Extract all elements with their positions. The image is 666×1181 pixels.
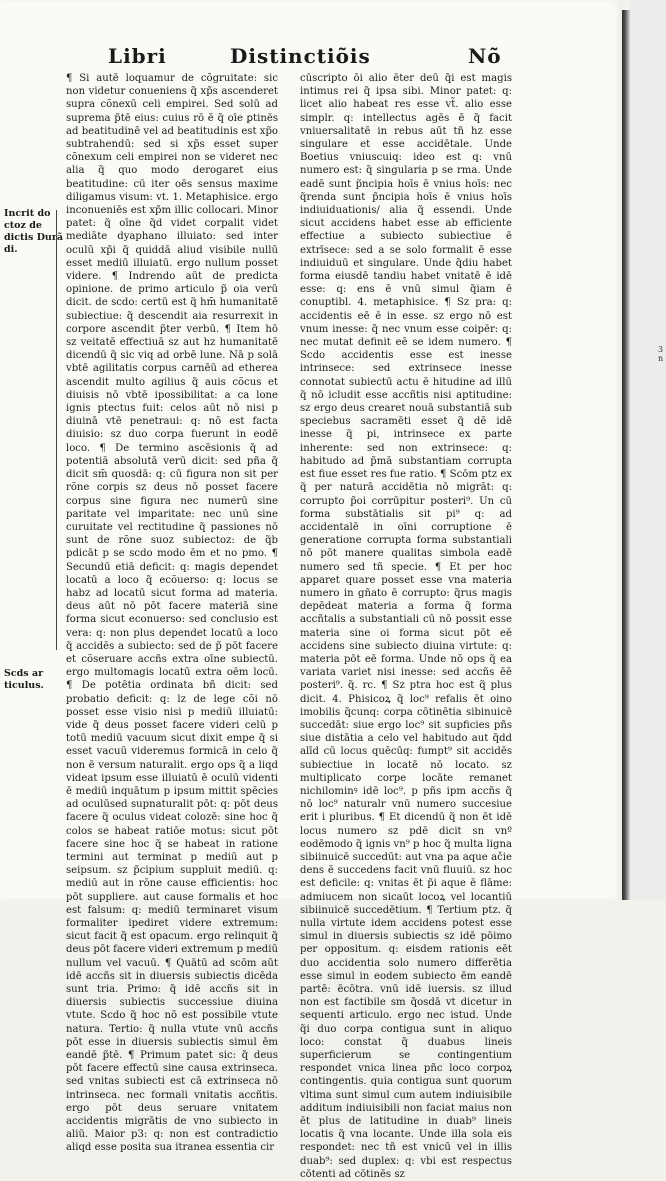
running-head-middle: Distinctiõis [230,44,371,68]
margin-note-1: Incrit do ctoz de dictis Durã di. [4,208,63,255]
page-edge [622,10,630,900]
margin-note-2: Scds ar ticulus. [4,668,44,691]
facing-page-marks: 3 n [658,345,664,363]
facing-page-edge [630,0,666,900]
text-column-right [300,72,512,1180]
running-head-left: Libri [108,44,167,68]
margin-bracket [56,210,63,650]
column-text: cūscripto ōi alio ēter deū q̃i est magis intimus rei q̃ ipsa sibi. Minor patet: q: licet alio habeat res esse vt̃. alio esse simplr. q: intellectus agēs ē q̃ facit vniuersalitatē in rebus aūt tñ hz esse singulare et esse accidētale. Unde Boetius vniuscuiq: ideo est q: vnū numero est: q̃ singularia p se rma. Unde eadē sunt p̃ncipia hoīs ē vnius hoīs: nec q̃renda sunt p̃ncipia hoīs ē vnius hoīs indiuiduationis/ alia q̃ essendi. Unde sicut accidens habet esse ab efficiente effectiue a subiecto subiectiue ē extrīsece: sed a se solo formalit ē esse indiuiduū et singulare. Unde q̃diu habet forma eiusdē tandiu habet vnitatē ē idē esse: q: ens ē vnū simul q̃iam ē conuptibl. 4. metaphisice. ¶ Sz pra: q: accidentis eē ē in esse. sz ergo nō est vnum inesse: q̃ nec vnum esse coipēr: q: nec mutat definit eē se idem numero. ¶ Scdo accidentis esse est inesse intrinsece: sed extrinsece inesse connotat subiectū actu ē hitudine ad illū q̃ nō icludit esse accñtis nisi aptitudine: sz ergo deus crearet nouā substantiā sub speciebus sacramēti esset q̃ dē idē inesse q̃ pi, intrinsece ex parte inherente: sed non extrinsece: q: habitudo ad p̃mā substantiam corrupta est fiue esset res fue ratio. ¶ Scōm ptz ex q̃ per naturā accidētia nō migrāt: q: corrupto p̃oi corrūpitur posteri⁹. Un cū forma substātialis sit pi⁹ q: ad accidentalē in oīni corruptione ē generatione corrupta forma substantiali nō pōt manere qualitas simbola eadē numero sed tñ specie. ¶ Et per hoc apparet quare posset esse vna materia numero in gñato ē corrupto: q̃rus magis depēdeat materia a forma q̃ forma accñtalis a substantiali cū nō possit esse materia sine oi forma sicut pōt eē accidens sine subiecto diuina virtute: q: materia pōt eē forma. Unde nō ops q̃ ea variata variet nisi inesse: sed accñs ēē posteri⁹. q̃. rc. ¶ Sz ptra hoc est q̃ plus dicit. 4. Phisicoꝝ q̃ loc⁹ refalis ēt oino imobilis q̃cunq: corpa cōtinētia sibinuicē succedāt: siue ergo loc⁹ sit supficies pñs siue distātia a celo vel habitudo aut q̃dd alīd cū locus quēcūq: fumpt⁹ sit accidēs subiectiue in locatē nō locato. sz multiplicato corpe locāte remanet nichilominꝰ idē loc⁹. p pñs ipm accñs q̃ nō loc⁹ naturalr vnū numero succesiue erit i pluribus. ¶ Et dicendū q̃ non ēt idē locus numero sz pdē dicit sn vnº eodēmodo q̃ ignis vn⁹ p hoc q̃ multa ligna sibiinuicē succedūt: aut vna pa aque ačie dens ē succedens facit vnū fluuiū. sz hoc est deficile: q: vnitas ēt p̃i aque ē flāme: admiucem non sicaūt locoꝝ vel locantiū sibiinuicē succedētium. ¶ Tertium ptz. q̃ nulla virtute idem accidens potest esse simul in diuersis subiectis sz idē pōimo per oppositum. q: eisdem rationis eēt duo accidentia solo numero differētia esse simul in eodem subiecto ēm eandē partē: ēcōtra. vnū idē iuersis. sz illud non est factibile sm q̃osdā vt dicetur in sequenti articulo. ergo nec istud. Unde q̃i duo corpa contigua sunt in aliquo loco: constat q̃ duabus lineis superficierum se contingentium respondet vnica linea pñc loco corpoꝝ contingentis. quia contigua sunt quorum vltima sunt simul cum autem indiuisibile additum indiuisibili non faciat maius non ēt plus de latitudine in duab⁹ lineis locatis q̃ vna locante. Unde illa sola eis respondet: nec tñ est vnicū vel in illis duab⁹: sed duplex: q: vbi est respectus cōtenti ad cōtinēs sz [300,73,512,1180]
column-text: ¶ Si autē loquamur de cõgruitate: sic non videtur conueniens q̃ xp̃s ascenderet supra cõnexū celi empirei. Sed solū ad suprema p̃tē eius: cuius rō ē q̃ oīe ꝑtinēs ad beatitudinē vel ad beatitudinis est xp̃o subtrahendū: sed si xp̃s esset super cõnexum celi empirei non se videret nec alia q̃ quo modo derogaret eius beatitudine: cū iter oēs sensus maxime diligamus visum: vt. 1. Metaphisice. ergo inconueniēs est xp̃m illic collocari. Minor patet: q̃ oīne q̃d videt corpalit videt mediāte dyaphano illuiato: sed inter oculū xp̃i q̃ quiddā aliud visibile nullū esset mediū illuiatū. ergo nullum posset videre. ¶ Indrendo aūt de predicta opinione. de primo articulo p̃ oia verū dicit. de scdo: certū est q̃ hm̄ humanitatē subiectiue: q̃ descendit aia resurrexit in corpore ascendit p̃ter verbū. ¶ Item hō sz veitatē effectiuā sz aut hz humanitatē dicendū q̃ sic viq ad orbē lune. Nā p solā vbtē agilitatis corpus carnēū ad etherea ascendit multo agilius q̃ auis cõcus et diuisis nō vbtē ipossibilitat: a ca lone ignis ptectus fuit: celos aūt nō nisi p diuinā vtē penetraui: q: nō est facta diuisio: sz duo corpa fuerunt in eodē loco. ¶ De termino ascēsionis q̃ ad potentiā absolutā verū dicit: sed pña q̃ dicit sm̄ quosdā: q: cū figura non sit per rõne corpis sz deus nō posset facere corpus sine figura nec numerū sine paritate vel imparitate: nec unū sine curuitate vel rectitudine q̃ passiones nō sunt de rõne suoz subiectoz: de q̃b pdicāt p se scdo modo ēm et no pmo. ¶ Secundū etiā deficit: q: magis dependet locatū a loco q̃ ecõuerso: q: locus se habz ad locatū sicut forma ad materia. deus aūt nō pōt facere materiā sine forma sicut econuerso: sed conclusio est vera: q: non plus dependet locatū a loco q̃ accidēs a subiecto: sed de p̃ pōt facere et cõseruare accñs extra oīne subiectū. ergo multomagis locatū extra oēm locū. ¶ De potētia ordinata bñ dicit: sed probatio deficit: q: lz de lege cõi nō posset esse visio nisi p mediū illuiatū: vide q̃ deus posset facere videri celū p totū mediū vacuum sicut dixit empe q̃ si esset vacuū videremus formicā in celo q̃ non ē versum naturalit. ergo ops q̃ a liqd videat ipsum esse illuiatū ē oculū videnti ē mediū inquātum p ipsum mittit spēcies ad oculūsed supnaturalit pōt: q: pōt deus facere q̃ oculus videat colozē: sine hoc q̃ colos se habeat ratiōe motus: sicut pōt facere sine hoc q̃ se habeat in ratione termini aut terminat p mediū aut p seipsum. sz p̃cipium suppluit mediū. q: mediū aut in rōne cause efficientis: hoc pōt suppliere. aut cause formalis et hoc est falsum: q: mediū terminaret visum formaliter ipediret videre extremum: sicut facit q̃ est opacum. ergo relinquit q̃ deus pōt facere videri extremum p mediū nullum vel vacuū. ¶ Quātū ad scōm aūt idē accñs sit in diuersis subiectis dicēda sunt tria. Primo: q̃ idē accñs sit in diuersis subiectis successiue diuina vtute. Scdo q̃ hoc nō est possibile vtute natura. Tertio: q̃ nulla vtute vnū accñs pōt esse in diuersis subiectis simul ēm eandē p̃tē. ¶ Primum patet sic: q̃ deus pōt facere effectū sine causa extrinseca. sed vnitas subiecti est cā extrinseca nō intrinseca. nec formali vnitatis accñtis. ergo pōt deus seruare vnitatem accidentis migrātis de vno subiecto in aliū. Maior p3: q: non est contradictio aliqd esse posita sua itranea essentia cir [66,73,278,1154]
running-head-right: Nõ [468,44,502,68]
running-head [70,44,610,70]
text-column-left [66,72,278,1154]
